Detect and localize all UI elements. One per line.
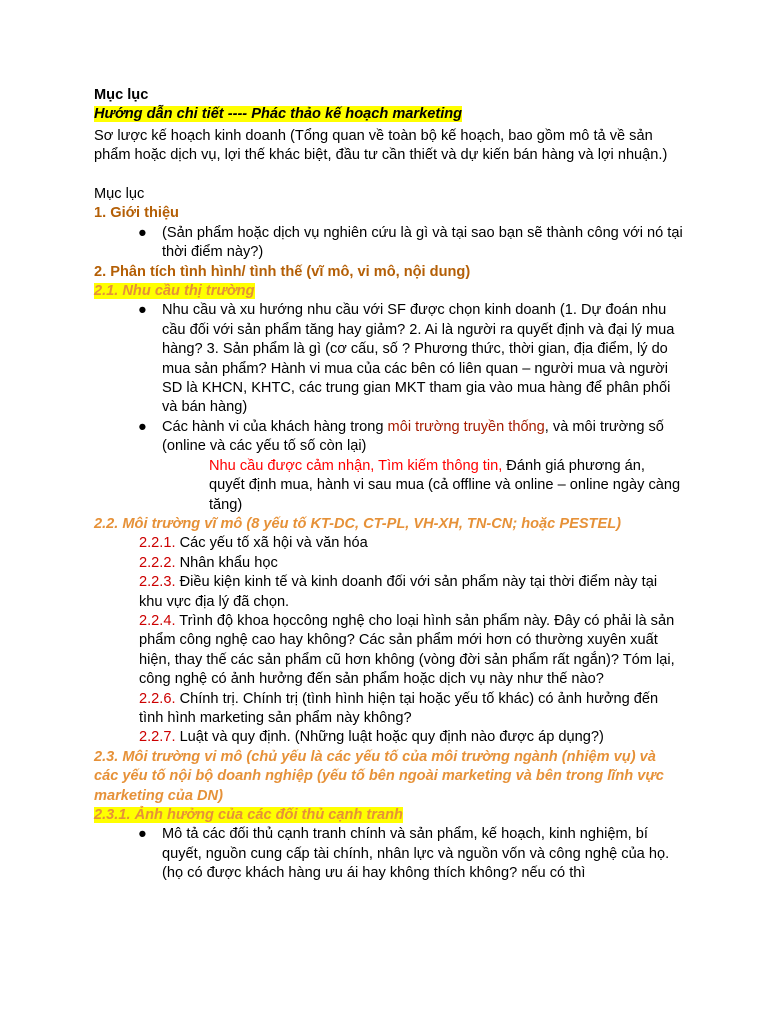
bullet-icon: ● [138, 224, 147, 241]
item-number: 2.2.7. [139, 729, 176, 746]
bullet-text: (Sản phẩm hoặc dịch vụ nghiên cứu là gì và tại sao bạn sẽ thành công với nó tại thời điểm này?) [162, 224, 683, 261]
guide-title-line [94, 105, 684, 124]
section-2-3-1-bullet [94, 825, 684, 883]
section-2-3-heading: 2.3. Môi trường vi mô (chủ yếu là các yếu tố của môi trường ngành (nhiệm vụ) và các yếu tố nội bộ doanh nghiệp (yếu tố bên ngoài marketing và bên trong lĩnh vực marketing của DN) [94, 748, 664, 804]
section-2-2-heading: 2.2. Môi trường vĩ mô (8 yếu tố KT-DC, CT-PL, VH-XH, TN-CN; hoặc PESTEL) [94, 515, 621, 532]
section-2-1-bullet-1 [94, 301, 684, 417]
bullet-icon: ● [138, 302, 147, 319]
item-number: 2.2.1. [139, 535, 176, 552]
section-2-1-extra [94, 457, 684, 515]
section-2-1-bullet-2 [94, 418, 684, 457]
list-item [139, 554, 684, 573]
bullet-text: Nhu cầu và xu hướng nhu cầu với SF được chọn kinh doanh (1. Dự đoán nhu cầu đối với sản phẩm tăng hay giảm? 2. Ai là người ra quyết định và đại lý mua hàng? 3. Sản phẩm là gì (cơ cấu, số ? Phương thức, thời gian, địa điểm, lý do mua sản phẩm? Hành vi mua của các bên có liên quan – người mua và người SD là KHCN, KHTC, các trung gian MKT tham gia vào mua hàng để phân phối và bán hàng) [162, 302, 675, 416]
section-2-2-list [94, 534, 684, 747]
section-2-heading: 2. Phân tích tình hình/ tình thế (vĩ mô, vi mô, nội dung) [94, 263, 471, 280]
item-text: Các yếu tố xã hội và văn hóa [175, 535, 368, 552]
list-item [139, 728, 684, 747]
document-body [94, 86, 684, 884]
section-2-3-1-heading: 2.3.1. Ảnh hưởng của các đối thủ cạnh tranh [94, 807, 403, 824]
section-2-1-line [94, 282, 684, 301]
bullet-text-end: , và môi trường số (online và các yếu tố số còn lại) [162, 418, 664, 455]
section-1-heading: 1. Giới thiệu [94, 205, 179, 222]
extra-red-text: Nhu cầu được cảm nhận, Tìm kiếm thông tin, [209, 457, 503, 474]
item-text: Nhân khẩu học [175, 554, 278, 571]
bullet-text-start: Các hành vi của khách hàng trong [162, 418, 388, 435]
plan-summary: Sơ lược kế hoạch kinh doanh (Tổng quan về toàn bộ kế hoạch, bao gồm mô tả về sản phẩm hoặc dịch vụ, lợi thế khác biệt, đầu tư cần thiết và dự kiến bán hàng và lợi nhuận.) [94, 127, 668, 164]
list-item [139, 612, 684, 690]
bullet-text-highlight: môi trường truyền thống [387, 418, 545, 435]
list-item [139, 573, 684, 612]
bullet-icon: ● [138, 418, 147, 435]
toc-heading: Mục lục [94, 87, 149, 103]
item-text: Chính trị. Chính trị (tình hình hiện tại hoặc yếu tố khác) có ảnh hưởng đến tình hình marketing sản phẩm này không? [139, 690, 659, 726]
item-number: 2.2.4. [139, 612, 176, 629]
list-item [139, 690, 684, 729]
item-text: Luật và quy định. (Những luật hoặc quy định nào được áp dụng?) [175, 729, 604, 746]
item-number: 2.2.6. [139, 690, 176, 707]
section-2-3-1-line [94, 806, 684, 825]
section-1-bullet [94, 224, 684, 263]
bullet-text: Mô tả các đối thủ cạnh tranh chính và sản phẩm, kế hoạch, kinh nghiệm, bí quyết, nguồn cung cấp tài chính, nhân lực và nguồn vốn và công nghệ của họ. (họ có được khách hàng ưu ái hay không thích không? nếu có thì [162, 826, 670, 882]
item-text: Trình độ khoa họccông nghệ cho loại hình sản phẩm này. Đây có phải là sản phẩm công nghệ cao hay không? Các sản phẩm mới hơn có thường xuyên xuất hiện, thay thế các sản phẩm cũ hơn không (vòng đời sản phẩm rất ngắn)? Tóm lại, công nghệ có ảnh hưởng đến sản phẩm hoặc dịch vụ này như thế nào? [139, 612, 675, 688]
toc-label: Mục lục [94, 186, 145, 203]
bullet-icon: ● [138, 826, 147, 843]
section-2-1-heading: 2.1. Nhu cầu thị trường [94, 283, 255, 300]
item-number: 2.2.2. [139, 554, 176, 571]
item-text: Điều kiện kinh tế và kinh doanh đối với sản phẩm này tại thời điểm này tại khu vực địa lý đã chọn. [139, 574, 658, 610]
list-item [139, 534, 684, 553]
item-number: 2.2.3. [139, 574, 176, 591]
guide-title: Hướng dẫn chi tiết ---- Phác thảo kế hoạch marketing [94, 106, 463, 123]
extra-text: Đánh giá phương án, quyết định mua, hành vi sau mua (cả offline và online – online ngày càng tăng) [209, 457, 681, 513]
